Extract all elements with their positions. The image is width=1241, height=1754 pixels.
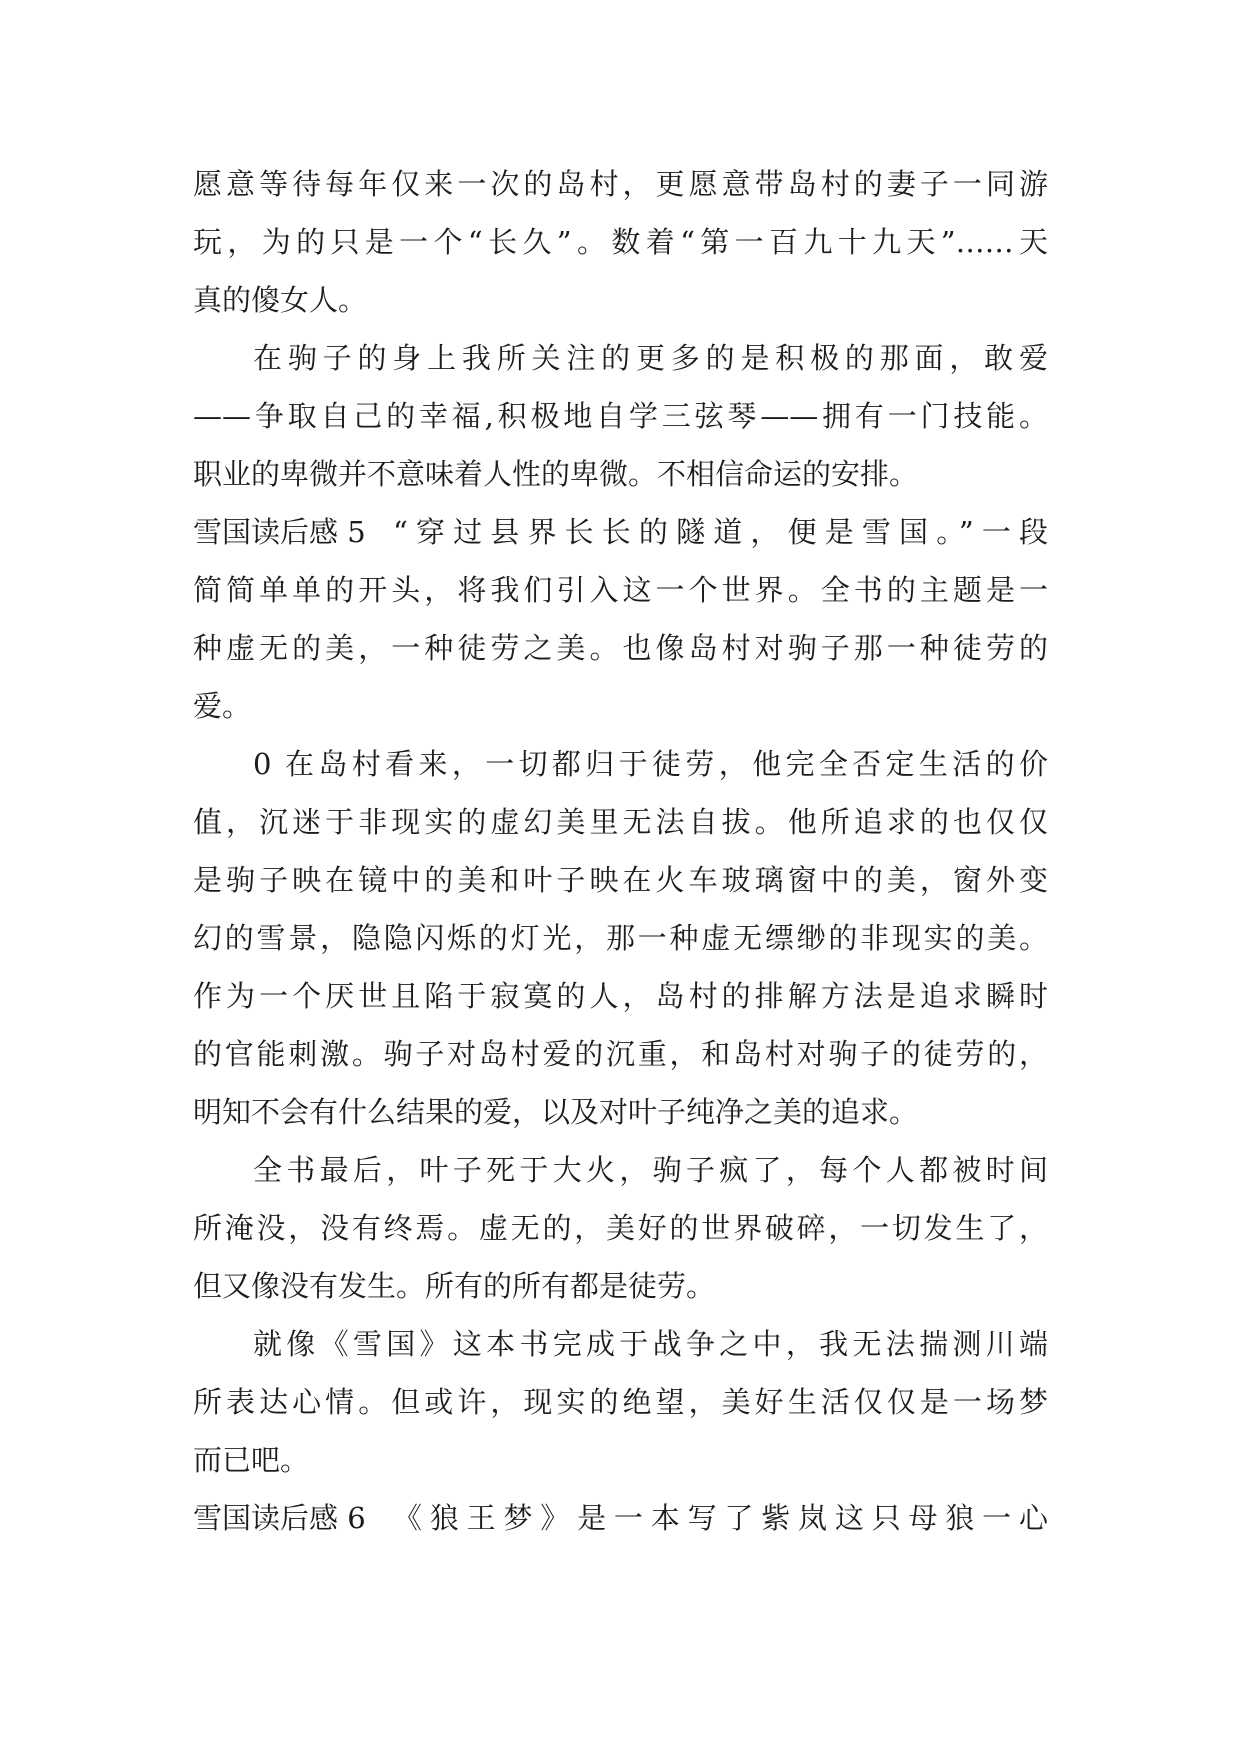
- text-line: 种虚无的美，一种徒劳之美。也像岛村对驹子那一种徒劳的: [193, 631, 1048, 665]
- text-line: 简简单单的开头，将我们引入这一个世界。全书的主题是一: [193, 573, 1048, 607]
- text-line: 值，沉迷于非现实的虚幻美里无法自拔。他所追求的也仅仅: [193, 805, 1048, 839]
- text-line: 的官能刺激。驹子对岛村爱的沉重，和岛村对驹子的徒劳的，: [193, 1037, 1048, 1071]
- paragraph-first-line: 全书最后，叶子死于大火，驹子疯了，每个人都被时间: [253, 1153, 1048, 1187]
- text-line: 但又像没有发生。所有的所有都是徒劳。: [193, 1269, 716, 1303]
- section-heading: 雪国读后感 5: [193, 515, 366, 549]
- section-heading-line: [193, 1489, 1048, 1547]
- paragraph-first-line: 在驹子的身上我所关注的更多的是积极的那面，敢爱: [253, 341, 1048, 375]
- text-line: 而已吧。: [193, 1443, 310, 1477]
- text-line: 玩，为的只是一个“长久”。数着“第一百九十九天”……天: [193, 225, 1048, 259]
- text-line: 幻的雪景，隐隐闪烁的灯光，那一种虚无缥缈的非现实的美。: [193, 921, 1048, 955]
- text-line: “穿过县界长长的隧道，便是雪国。”一段: [393, 515, 1048, 549]
- text-line: 所表达心情。但或许，现实的绝望，美好生活仅仅是一场梦: [193, 1385, 1048, 1419]
- paragraph-first-line: 就像《雪国》这本书完成于战争之中，我无法揣测川端: [253, 1327, 1048, 1361]
- text-line: 是驹子映在镜中的美和叶子映在火车玻璃窗中的美，窗外变: [193, 863, 1048, 897]
- text-line: 明知不会有什么结果的爱，以及对叶子纯净之美的追求。: [193, 1095, 919, 1129]
- text-line: 《狼王梦》是一本写了紫岚这只母狼一心: [393, 1501, 1048, 1535]
- text-line: 所淹没，没有终焉。虚无的，美好的世界破碎，一切发生了，: [193, 1211, 1048, 1245]
- text-line: 爱。: [193, 689, 252, 723]
- section-heading: 雪国读后感 6: [193, 1501, 366, 1535]
- text-line: ——争取自己的幸福,积极地自学三弦琴——拥有一门技能。: [193, 399, 1048, 433]
- text-line: 作为一个厌世且陷于寂寞的人，岛村的排解方法是追求瞬时: [193, 979, 1048, 1013]
- text-line: 职业的卑微并不意味着人性的卑微。不相信命运的安排。: [193, 457, 919, 491]
- body-text: [193, 155, 1048, 1547]
- section-heading-line: [193, 503, 1048, 561]
- text-line: 真的傻女人。: [193, 283, 368, 317]
- paragraph-first-line: 0 在岛村看来，一切都归于徒劳，他完全否定生活的价: [253, 747, 1048, 781]
- text-line: 愿意等待每年仅来一次的岛村，更愿意带岛村的妻子一同游: [193, 167, 1048, 201]
